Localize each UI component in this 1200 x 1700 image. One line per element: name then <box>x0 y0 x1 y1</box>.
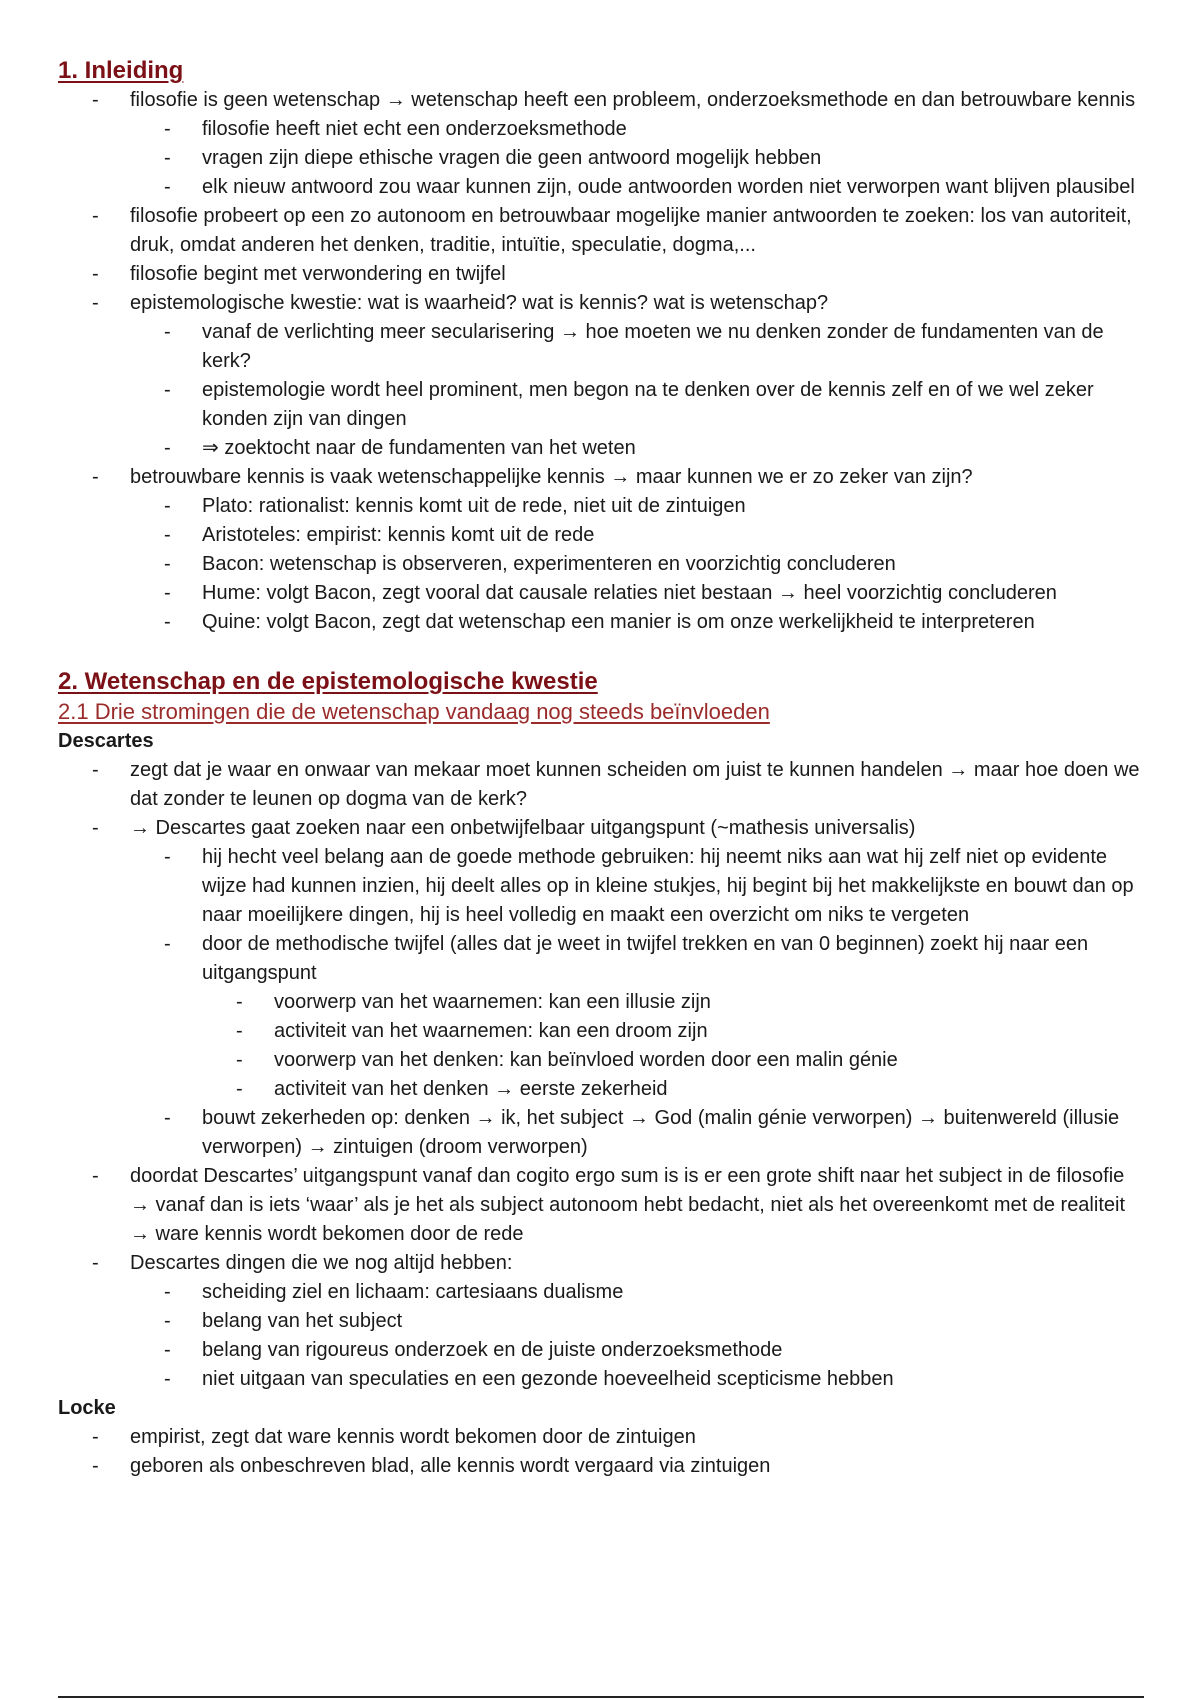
section-1-list <box>58 86 1148 637</box>
list-item: - bouwt zekerheden op: denken → ik, het subject → God (malin génie verworpen) → buitenwereld (illusie verworpen) → zintuigen (droom verworpen) <box>130 1104 1148 1162</box>
locke-heading: Locke <box>58 1397 116 1419</box>
locke-list <box>58 1423 1148 1481</box>
list-item <box>58 463 1148 637</box>
sub-list <box>130 318 1148 463</box>
list-item: - Hume: volgt Bacon, zegt vooral dat causale relaties niet bestaan → heel voorzichtig concluderen <box>130 579 1148 608</box>
list-item: - elk nieuw antwoord zou waar kunnen zijn, oude antwoorden worden niet verworpen want blijven plausibel <box>130 173 1148 202</box>
list-item-text: filosofie is geen wetenschap → wetenschap heeft een probleem, onderzoeksmethode en dan betrouwbare kennis <box>130 89 1136 111</box>
list-item-text: Descartes dingen die we nog altijd hebben: <box>130 1252 513 1274</box>
sub-list <box>130 843 1148 1162</box>
list-item: - niet uitgaan van speculaties en een gezonde hoeveelheid scepticisme hebben <box>130 1365 1148 1394</box>
list-item <box>58 1249 1148 1394</box>
list-item: - geboren als onbeschreven blad, alle kennis wordt vergaard via zintuigen <box>58 1452 1148 1481</box>
descartes-heading: Descartes <box>58 730 154 752</box>
document-page <box>58 56 1148 1481</box>
list-item: - belang van rigoureus onderzoek en de juiste onderzoeksmethode <box>130 1336 1148 1365</box>
list-item-text: → Descartes gaat zoeken naar een onbetwijfelbaar uitgangspunt (~mathesis universalis) <box>130 817 916 839</box>
list-item: - filosofie begint met verwondering en twijfel <box>58 260 1148 289</box>
list-item: - Quine: volgt Bacon, zegt dat wetenschap een manier is om onze werkelijkheid te interpreteren <box>130 608 1148 637</box>
list-item: - empirist, zegt dat ware kennis wordt bekomen door de zintuigen <box>58 1423 1148 1452</box>
list-item: - hij hecht veel belang aan de goede methode gebruiken: hij neemt niks aan wat hij zelf niet op evidente wijze had kunnen inzien, hij deelt alles op in kleine stukjes, hij begint bij het makkelijkste en bouwt dan op naar moeilijkere dingen, hij is heel volledig en maakt een overzicht om niks te vergeten <box>130 843 1148 930</box>
sub-list <box>130 1278 1148 1394</box>
list-item: - epistemologie wordt heel prominent, men begon na te denken over de kennis zelf en of we wel zeker konden zijn van dingen <box>130 376 1148 434</box>
list-item: - Aristoteles: empirist: kennis komt uit de rede <box>130 521 1148 550</box>
list-item: - activiteit van het waarnemen: kan een droom zijn <box>202 1017 1148 1046</box>
list-item: - belang van het subject <box>130 1307 1148 1336</box>
list-item: - doordat Descartes’ uitgangspunt vanaf dan cogito ergo sum is is er een grote shift naar het subject in de filosofie → vanaf dan is iets ‘waar’ als je het als subject autonoom hebt bedacht, niet als het overeenkomt met de realiteit → ware kennis wordt bekomen door de rede <box>58 1162 1148 1249</box>
descartes-list <box>58 756 1148 1394</box>
sub-list <box>130 492 1148 637</box>
section-2-1-subheading: 2.1 Drie stromingen die de wetenschap vandaag nog steeds beïnvloeden <box>58 699 770 724</box>
list-item: - ⇒ zoektocht naar de fundamenten van het weten <box>130 434 1148 463</box>
list-item-text: epistemologische kwestie: wat is waarheid? wat is kennis? wat is wetenschap? <box>130 292 829 314</box>
section-1-heading: 1. Inleiding <box>58 57 184 84</box>
list-item: - voorwerp van het denken: kan beïnvloed worden door een malin génie <box>202 1046 1148 1075</box>
list-item: - activiteit van het denken → eerste zekerheid <box>202 1075 1148 1104</box>
list-item-text: door de methodische twijfel (alles dat je weet in twijfel trekken en van 0 beginnen) zoekt hij naar een uitgangspunt <box>202 933 1089 984</box>
list-item <box>58 814 1148 1162</box>
list-item: - zegt dat je waar en onwaar van mekaar moet kunnen scheiden om juist te kunnen handelen → maar hoe doen we dat zonder te leunen op dogma van de kerk? <box>58 756 1148 814</box>
sub-sub-list <box>202 988 1148 1104</box>
list-item: - filosofie probeert op een zo autonoom en betrouwbaar mogelijke manier antwoorden te zoeken: los van autoriteit, druk, omdat anderen het denken, traditie, intuïtie, speculatie, dogma,... <box>58 202 1148 260</box>
list-item <box>130 930 1148 1104</box>
list-item-text: betrouwbare kennis is vaak wetenschappelijke kennis → maar kunnen we er zo zeker van zijn? <box>130 466 973 488</box>
list-item <box>58 289 1148 463</box>
list-item: - voorwerp van het waarnemen: kan een illusie zijn <box>202 988 1148 1017</box>
list-item <box>58 86 1148 202</box>
list-item: - filosofie heeft niet echt een onderzoeksmethode <box>130 115 1148 144</box>
list-item: - Bacon: wetenschap is observeren, experimenteren en voorzichtig concluderen <box>130 550 1148 579</box>
list-item: - scheiding ziel en lichaam: cartesiaans dualisme <box>130 1278 1148 1307</box>
list-item: - Plato: rationalist: kennis komt uit de rede, niet uit de zintuigen <box>130 492 1148 521</box>
list-item: - vanaf de verlichting meer secularisering → hoe moeten we nu denken zonder de fundamenten van de kerk? <box>130 318 1148 376</box>
sub-list <box>130 115 1148 202</box>
list-item: - vragen zijn diepe ethische vragen die geen antwoord mogelijk hebben <box>130 144 1148 173</box>
page-bottom-rule <box>58 1696 1144 1698</box>
section-2-heading: 2. Wetenschap en de epistemologische kwestie <box>58 668 598 695</box>
